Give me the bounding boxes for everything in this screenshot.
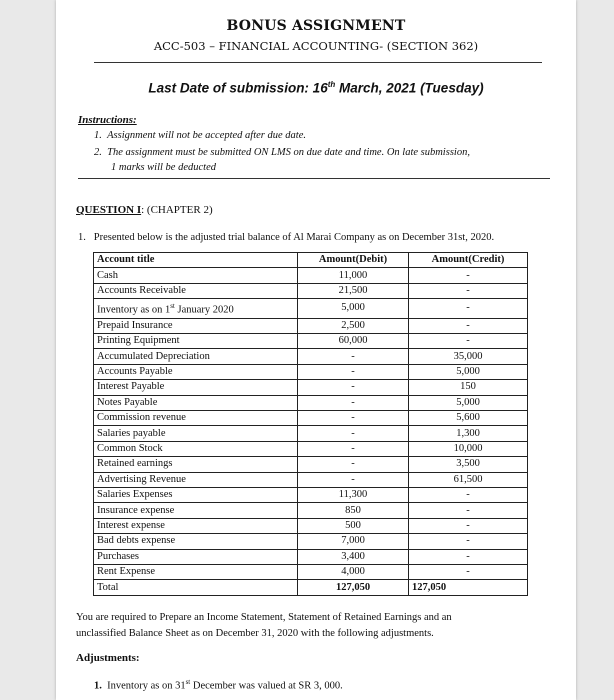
question-intro: 1. Presented below is the adjusted trial balance of Al Marai Company as on December 31st, 2020. [78, 232, 495, 243]
table-row: Insurance expense 850 - [94, 503, 528, 518]
trial-balance-table [93, 252, 528, 596]
table-row: Notes Payable - 5,000 [94, 395, 528, 410]
table-row: Salaries payable - 1,300 [94, 426, 528, 441]
table-row: Salaries Expenses 11,300 - [94, 487, 528, 502]
instructions-divider [78, 178, 550, 179]
table-total-row: Total 127,050 127,050 [94, 580, 528, 595]
question-heading: QUESTION I: (CHAPTER 2) [76, 204, 213, 216]
adjustment-item: 1. Inventory as on 31st December was valued at SR 3, 000. [94, 678, 343, 692]
table-header-row [94, 253, 528, 268]
requirement-line-1: You are required to Prepare an Income Statement, Statement of Retained Earnings and an [76, 612, 452, 623]
table-row: Retained earnings - 3,500 [94, 457, 528, 472]
requirement-line-2: unclassified Balance Sheet as on December 31, 2020 with the following adjustments. [76, 628, 434, 639]
instructions-heading: Instructions: [78, 114, 137, 126]
column-header-debit: Amount(Debit) [298, 253, 409, 268]
table-row: Accounts Receivable 21,500 - [94, 283, 528, 298]
instruction-item-continued: 1 marks will be deducted [111, 162, 216, 173]
submission-deadline: Last Date of submission: 16th March, 2021 (Tuesday) [148, 80, 484, 96]
table-row: Purchases 3,400 - [94, 549, 528, 564]
table-row: Accounts Payable - 5,000 [94, 364, 528, 379]
table-row: Bad debts expense 7,000 - [94, 534, 528, 549]
course-title: ACC-503 – FINANCIAL ACCOUNTING- (SECTION 362) [153, 39, 479, 53]
table-row: Interest Payable - 150 [94, 380, 528, 395]
table-row: Interest expense 500 - [94, 518, 528, 533]
table-row: Advertising Revenue - 61,500 [94, 472, 528, 487]
table-row: Accumulated Depreciation - 35,000 [94, 349, 528, 364]
column-header-credit: Amount(Credit) [409, 253, 528, 268]
document-page [56, 0, 576, 700]
instruction-item: 2. The assignment must be submitted ON LMS on due date and time. On late submission, [94, 147, 470, 158]
instruction-item: 1. Assignment will not be accepted after due date. [94, 130, 306, 141]
assignment-title: BONUS ASSIGNMENT [226, 18, 406, 34]
header-divider [94, 62, 542, 63]
table-row: Inventory as on 1st January 2020 5,000 - [94, 299, 528, 319]
table-row: Common Stock - 10,000 [94, 441, 528, 456]
table-row: Rent Expense 4,000 - [94, 564, 528, 579]
table-row: Printing Equipment 60,000 - [94, 334, 528, 349]
column-header-account: Account title [94, 253, 298, 268]
adjustments-heading: Adjustments: [76, 652, 140, 664]
table-row: Cash 11,000 - [94, 268, 528, 283]
table-row: Commission revenue - 5,600 [94, 411, 528, 426]
table-row: Prepaid Insurance 2,500 - [94, 318, 528, 333]
